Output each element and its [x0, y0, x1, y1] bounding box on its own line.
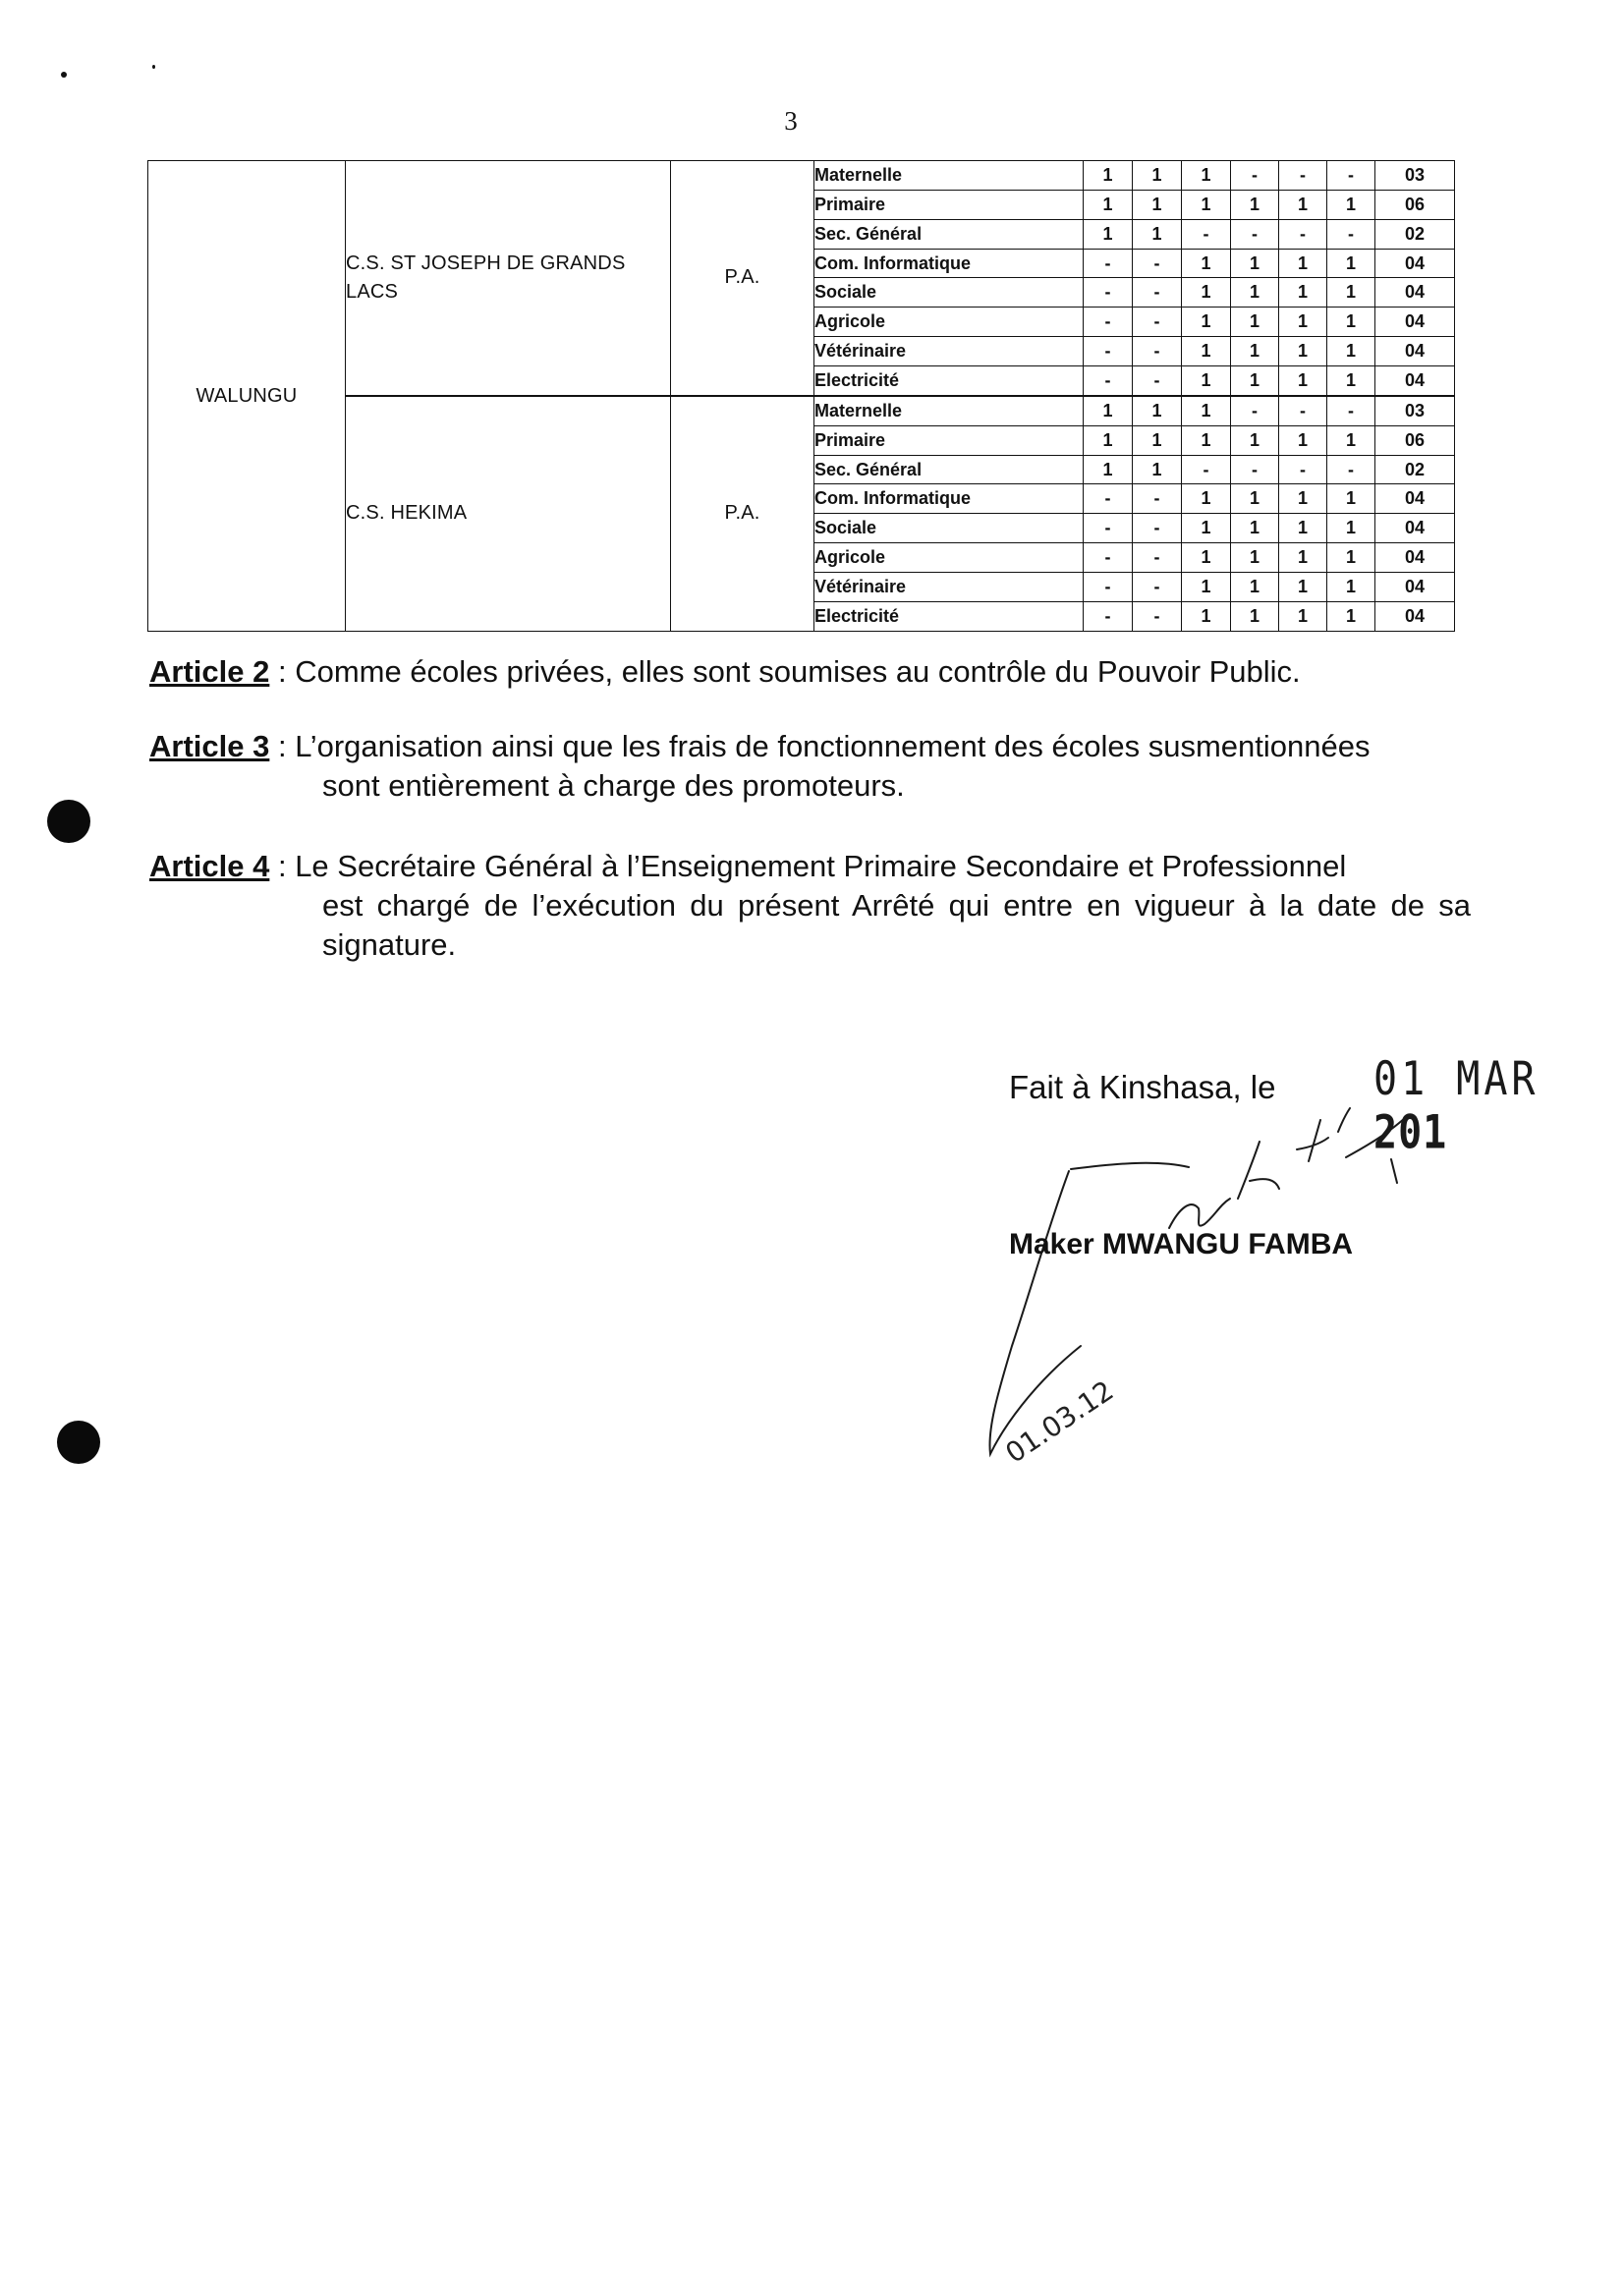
section-cell: Sociale [814, 278, 1084, 308]
level-cell: 1 [1084, 219, 1133, 249]
level-cell: - [1084, 278, 1133, 308]
level-cell: 1 [1231, 601, 1279, 631]
schools-table-body [148, 161, 1455, 632]
level-cell: 1 [1231, 514, 1279, 543]
level-cell: 1 [1327, 514, 1375, 543]
level-cell: - [1279, 455, 1327, 484]
section-cell: Vétérinaire [814, 573, 1084, 602]
level-cell: - [1133, 308, 1182, 337]
level-cell: 1 [1182, 278, 1231, 308]
level-cell: 1 [1279, 249, 1327, 278]
level-cell: - [1231, 219, 1279, 249]
total-cell: 04 [1375, 573, 1455, 602]
level-cell: 1 [1231, 543, 1279, 573]
total-cell: 04 [1375, 514, 1455, 543]
level-cell: 1 [1327, 425, 1375, 455]
article-text-continued: sont entièrement à charge des promoteurs. [322, 768, 905, 803]
article-4: Article 4 : Le Secrétaire Général à l’Enseignement Primaire Secondaire et Professionnel est chargé de l’exécution du présent Arrêté qui entre en vigueur à la date de sa signature. [149, 847, 1471, 965]
total-cell: 02 [1375, 219, 1455, 249]
section-cell: Maternelle [814, 161, 1084, 191]
level-cell: - [1084, 514, 1133, 543]
article-label: Article 4 [149, 849, 270, 883]
level-cell: 1 [1182, 337, 1231, 366]
section-cell: Agricole [814, 308, 1084, 337]
level-cell: - [1182, 455, 1231, 484]
level-cell: 1 [1231, 573, 1279, 602]
level-cell: - [1327, 455, 1375, 484]
school-name-cell: C.S. HEKIMA [346, 396, 671, 632]
place-and-date: Fait à Kinshasa, le [1009, 1069, 1276, 1105]
total-cell: 04 [1375, 366, 1455, 396]
level-cell: 1 [1327, 366, 1375, 396]
total-cell: 06 [1375, 190, 1455, 219]
section-cell: Agricole [814, 543, 1084, 573]
locality-cell: WALUNGU [148, 161, 346, 632]
punch-hole [47, 800, 90, 843]
level-cell: 1 [1279, 190, 1327, 219]
article-text: L’organisation ainsi que les frais de fonctionnement des écoles susmentionnées [295, 729, 1371, 763]
article-text-continued: est chargé de l’exécution du présent Arrêté qui entre en vigueur à la date de sa signature. [322, 888, 1471, 962]
level-cell: 1 [1133, 455, 1182, 484]
level-cell: - [1084, 601, 1133, 631]
level-cell: 1 [1327, 190, 1375, 219]
level-cell: 1 [1231, 190, 1279, 219]
total-cell: 03 [1375, 396, 1455, 425]
level-cell: 1 [1133, 425, 1182, 455]
page-number: 3 [784, 106, 798, 136]
article-2: Article 2 : Comme écoles privées, elles sont soumises au contrôle du Pouvoir Public. [149, 654, 1301, 689]
level-cell: 1 [1182, 366, 1231, 396]
signatory-name: Maker MWANGU FAMBA [1009, 1228, 1354, 1260]
level-cell: 1 [1182, 543, 1231, 573]
level-cell: 1 [1084, 190, 1133, 219]
level-cell: 1 [1327, 308, 1375, 337]
total-cell: 04 [1375, 278, 1455, 308]
level-cell: - [1084, 366, 1133, 396]
level-cell: 1 [1182, 161, 1231, 191]
level-cell: - [1084, 484, 1133, 514]
level-cell: - [1084, 573, 1133, 602]
level-cell: - [1133, 601, 1182, 631]
level-cell: 1 [1182, 308, 1231, 337]
level-cell: 1 [1182, 573, 1231, 602]
level-cell: - [1231, 161, 1279, 191]
level-cell: 1 [1327, 573, 1375, 602]
level-cell: 1 [1231, 337, 1279, 366]
level-cell: 1 [1182, 514, 1231, 543]
level-cell: 1 [1327, 278, 1375, 308]
punch-hole [57, 1421, 100, 1464]
total-cell: 04 [1375, 249, 1455, 278]
level-cell: 1 [1182, 484, 1231, 514]
level-cell: - [1133, 543, 1182, 573]
level-cell: 1 [1327, 249, 1375, 278]
section-cell: Primaire [814, 425, 1084, 455]
table-row [148, 161, 1455, 191]
section-cell: Sec. Général [814, 455, 1084, 484]
section-cell: Electricité [814, 601, 1084, 631]
level-cell: 1 [1327, 543, 1375, 573]
level-cell: - [1133, 249, 1182, 278]
level-cell: 1 [1084, 425, 1133, 455]
section-cell: Com. Informatique [814, 249, 1084, 278]
level-cell: - [1133, 366, 1182, 396]
level-cell: 1 [1327, 484, 1375, 514]
section-cell: Vétérinaire [814, 337, 1084, 366]
section-cell: Maternelle [814, 396, 1084, 425]
total-cell: 04 [1375, 484, 1455, 514]
section-cell: Com. Informatique [814, 484, 1084, 514]
level-cell: 1 [1279, 278, 1327, 308]
total-cell: 02 [1375, 455, 1455, 484]
school-name-cell: C.S. ST JOSEPH DE GRANDS LACS [346, 161, 671, 396]
scan-speck [61, 72, 67, 78]
level-cell: 1 [1133, 161, 1182, 191]
level-cell: 1 [1182, 249, 1231, 278]
handwritten-signature [943, 1051, 1454, 1483]
level-cell: 1 [1279, 601, 1327, 631]
level-cell: - [1231, 396, 1279, 425]
level-cell: 1 [1279, 337, 1327, 366]
level-cell: - [1084, 249, 1133, 278]
level-cell: 1 [1133, 219, 1182, 249]
total-cell: 04 [1375, 308, 1455, 337]
level-cell: 1 [1084, 161, 1133, 191]
level-cell: 1 [1182, 396, 1231, 425]
scan-speck [152, 65, 155, 69]
level-cell: - [1327, 396, 1375, 425]
article-label: Article 2 [149, 654, 270, 689]
level-cell: - [1279, 396, 1327, 425]
regime-cell: P.A. [671, 396, 814, 632]
level-cell: - [1327, 219, 1375, 249]
total-cell: 04 [1375, 337, 1455, 366]
level-cell: - [1231, 455, 1279, 484]
level-cell: 1 [1231, 425, 1279, 455]
level-cell: - [1133, 278, 1182, 308]
level-cell: 1 [1327, 337, 1375, 366]
level-cell: - [1133, 484, 1182, 514]
level-cell: - [1279, 161, 1327, 191]
total-cell: 04 [1375, 601, 1455, 631]
level-cell: - [1182, 219, 1231, 249]
date-stamp: 01 MAR 201 [1373, 1052, 1540, 1160]
level-cell: 1 [1279, 425, 1327, 455]
level-cell: 1 [1084, 455, 1133, 484]
article-text: Comme écoles privées, elles sont soumises au contrôle du Pouvoir Public. [295, 654, 1301, 689]
level-cell: 1 [1279, 366, 1327, 396]
level-cell: 1 [1133, 396, 1182, 425]
handwritten-date: 01.03.12 [999, 1373, 1120, 1470]
level-cell: 1 [1231, 484, 1279, 514]
level-cell: 1 [1182, 601, 1231, 631]
level-cell: - [1133, 573, 1182, 602]
total-cell: 04 [1375, 543, 1455, 573]
section-cell: Sec. Général [814, 219, 1084, 249]
level-cell: 1 [1279, 484, 1327, 514]
level-cell: 1 [1133, 190, 1182, 219]
level-cell: - [1084, 337, 1133, 366]
article-text: Le Secrétaire Général à l’Enseignement Primaire Secondaire et Professionnel [295, 849, 1347, 883]
level-cell: 1 [1231, 366, 1279, 396]
total-cell: 03 [1375, 161, 1455, 191]
level-cell: 1 [1279, 308, 1327, 337]
schools-table [147, 160, 1455, 632]
article-label: Article 3 [149, 729, 270, 763]
level-cell: - [1133, 514, 1182, 543]
level-cell: - [1084, 543, 1133, 573]
level-cell: 1 [1084, 396, 1133, 425]
level-cell: 1 [1231, 249, 1279, 278]
level-cell: - [1279, 219, 1327, 249]
level-cell: - [1133, 337, 1182, 366]
total-cell: 06 [1375, 425, 1455, 455]
level-cell: 1 [1182, 425, 1231, 455]
level-cell: 1 [1327, 601, 1375, 631]
article-3: Article 3 : L’organisation ainsi que les frais de fonctionnement des écoles susmentionnées sont entièrement à charge des promoteurs. [149, 727, 1471, 806]
level-cell: 1 [1182, 190, 1231, 219]
level-cell: 1 [1231, 278, 1279, 308]
section-cell: Electricité [814, 366, 1084, 396]
level-cell: 1 [1231, 308, 1279, 337]
level-cell: 1 [1279, 573, 1327, 602]
level-cell: - [1327, 161, 1375, 191]
section-cell: Primaire [814, 190, 1084, 219]
section-cell: Sociale [814, 514, 1084, 543]
level-cell: 1 [1279, 514, 1327, 543]
level-cell: 1 [1279, 543, 1327, 573]
level-cell: - [1084, 308, 1133, 337]
regime-cell: P.A. [671, 161, 814, 396]
